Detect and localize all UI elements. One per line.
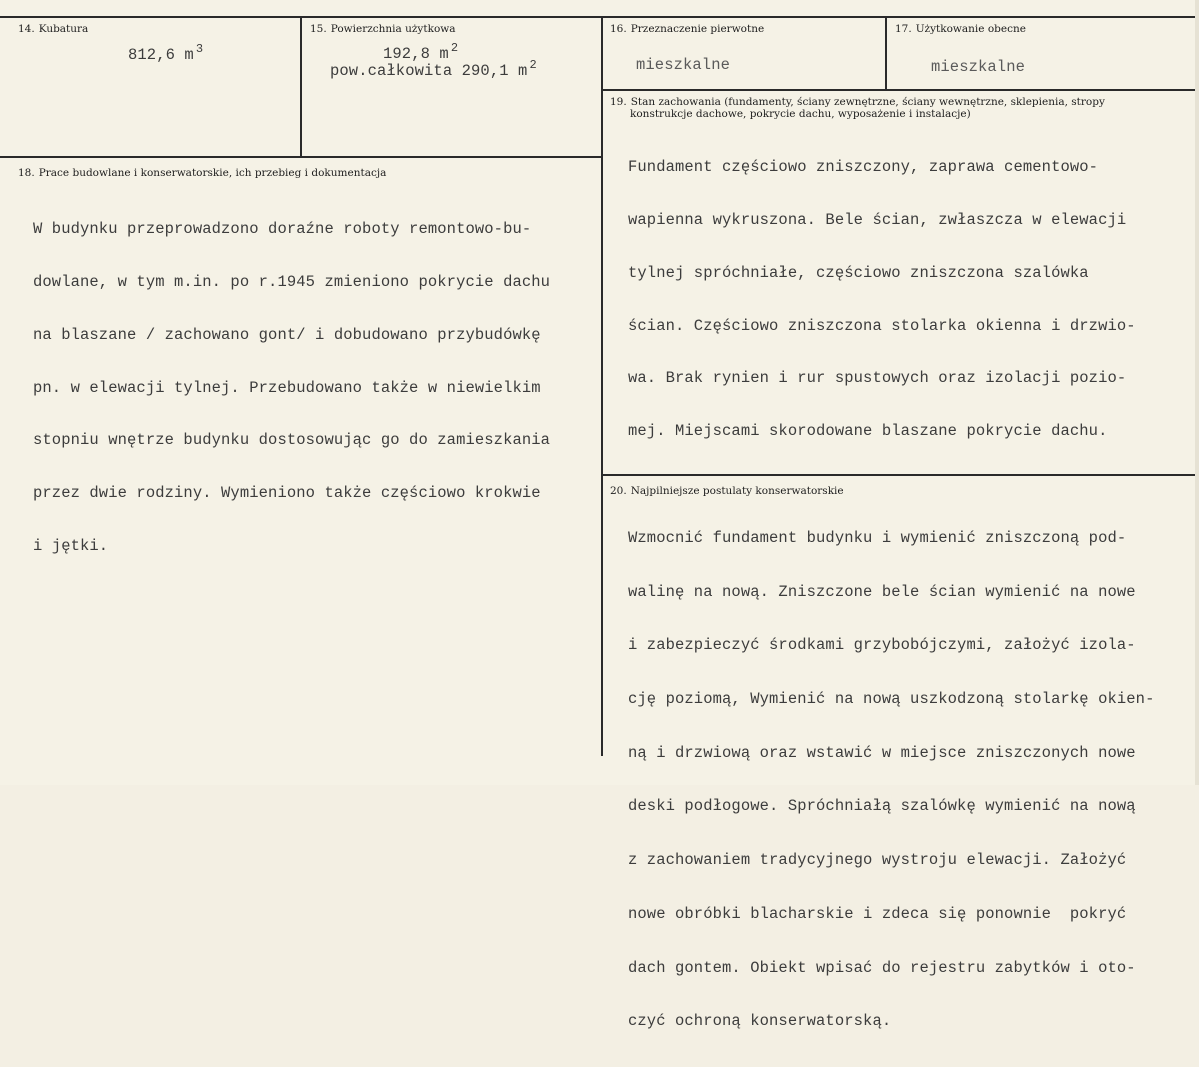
powierzchnia-label-text: Powierzchnia użytkowa [330,23,456,35]
divider-v-center [601,16,603,756]
przeznaczenie-label-text: Przeznaczenie pierwotne [630,23,765,35]
powierzchnia-value-line2 [330,58,537,82]
postulaty-line: cję poziomą, Wymienić na nową uszkodzoną stolarkę okien- [628,689,1155,708]
prace-budowlane-line: przez dwie rodziny. Wymieniono także częściowo krokwie [33,484,541,503]
stan-zachowania-line: wapienna wykruszona. Bele ścian, zwłaszcza w elewacji [628,210,1127,229]
uzytkowanie-number: 17. [895,23,912,35]
uzytkowanie-label [895,23,1026,36]
stan-zachowania-line: ścian. Częściowo zniszczona stolarka okienna i drzwio- [628,316,1136,335]
przeznaczenie-label [610,23,764,36]
scan-edge [1195,0,1199,785]
stan-zachowania-label-line2: konstrukcje dachowe, pokrycie dachu, wyposażenie i instalacje) [630,108,971,120]
postulaty-line: nowe obróbki blacharskie i zdeca się ponownie pokryć [628,904,1127,923]
powierzchnia-value-line2-superscript: 2 [529,58,537,72]
postulaty-number: 20. [610,485,627,497]
postulaty-line: Wzmocnić fundament budynku i wymienić zniszczoną pod- [628,528,1127,547]
prace-budowlane-label [18,167,386,180]
powierzchnia-value-line1-superscript: 2 [450,41,459,55]
top-border [0,16,1199,18]
prace-budowlane-line: i jętki. [33,536,109,555]
stan-zachowania-line: mej. Miejscami skorodowane blaszane pokrycie dachu. [628,422,1108,441]
kubatura-label-text: Kubatura [38,23,89,35]
stan-zachowania-line: tylnej spróchniałe, częściowo zniszczona szalówka [628,263,1089,282]
stan-zachowania-label-line1: Stan zachowania (fundamenty, ściany zewnętrzne, ściany wewnętrzne, sklepienia, stropy [630,96,1105,108]
postulaty-label-text: Najpilniejsze postulaty konserwatorskie [630,485,844,497]
postulaty-line: walinę na nową. Zniszczone bele ścian wymienić na nowe [628,582,1136,601]
uzytkowanie-label-text: Użytkowanie obecne [915,23,1026,35]
przeznaczenie-number: 16. [610,23,627,35]
prace-budowlane-number: 18. [18,167,35,179]
stan-zachowania-line: wa. Brak rynien i rur spustowych oraz izolacji pozio- [628,369,1127,388]
powierzchnia-label [310,23,456,36]
prace-budowlane-line: dowlane, w tym m.in. po r.1945 zmieniono pokrycie dachu [33,272,551,291]
stan-zachowania-text [628,124,1136,476]
postulaty-line: ną i drzwiową oraz wstawić w miejsce zniszczonych nowe [628,743,1136,762]
prace-budowlane-line: stopniu wnętrze budynku dostosowując go do zamieszkania [33,431,551,450]
divider-v-right [885,16,887,90]
prace-budowlane-label-text: Prace budowlane i konserwatorskie, ich przebieg i dokumentacja [38,167,387,179]
postulaty-line: dach gontem. Obiekt wpisać do rejestru zabytków i oto- [628,958,1136,977]
prace-budowlane-text [33,186,550,591]
powierzchnia-value-line2-text: pow.całkowita 290,1 m [330,62,528,80]
postulaty-text [628,494,1154,1067]
kubatura-unit-superscript: 3 [195,42,204,56]
kubatura-value-text: 812,6 m [128,46,194,64]
kubatura-number: 14. [18,23,35,35]
prace-budowlane-line: W budynku przeprowadzono doraźne roboty remontowo-bu- [33,220,532,239]
powierzchnia-value-line1-text: 192,8 m [383,45,449,63]
divider-h-left [0,156,602,158]
powierzchnia-number: 15. [310,23,327,35]
kubatura-value [128,42,204,66]
przeznaczenie-value: mieszkalne [636,56,731,74]
stan-zachowania-number: 19. [610,96,627,108]
postulaty-line: deski podłogowe. Spróchniałą szalówkę wymienić na nową [628,797,1136,816]
kubatura-label [18,23,88,36]
uzytkowanie-value: mieszkalne [931,58,1026,76]
postulaty-line: z zachowaniem tradycyjnego wystroju elewacji. Założyć [628,851,1127,870]
postulaty-line: i zabezpieczyć środkami grzybobójczymi, założyć izola- [628,636,1136,655]
divider-v-left [300,16,302,157]
prace-budowlane-line: na blaszane / zachowano gont/ i dobudowano przybudówkę [33,325,541,344]
stan-zachowania-line: Fundament częściowo zniszczony, zaprawa cementowo- [628,158,1099,177]
postulaty-line: czyć ochroną konserwatorską. [628,1012,892,1031]
stan-zachowania-label-line2-wrap [630,108,971,121]
divider-h-right-top [602,89,1199,91]
prace-budowlane-line: pn. w elewacji tylnej. Przebudowano także w niewielkim [33,378,541,397]
